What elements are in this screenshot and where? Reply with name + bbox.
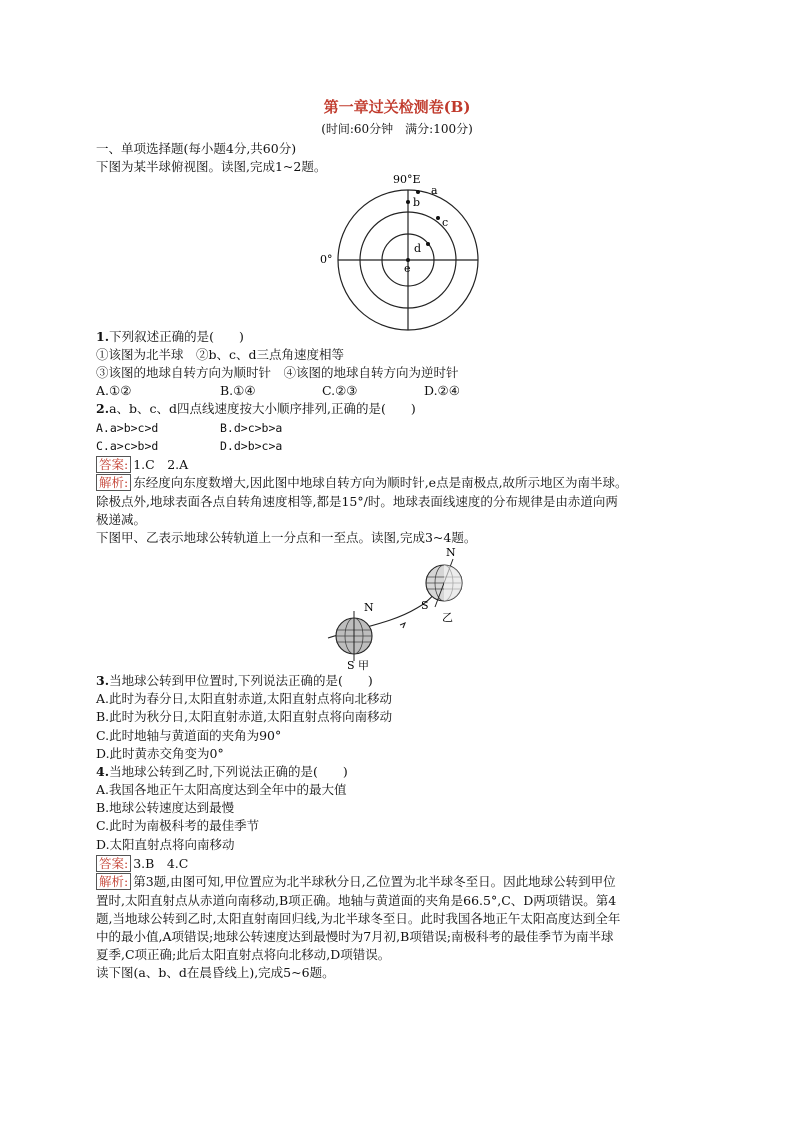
label-jia: 甲 <box>358 659 369 672</box>
q4-option-c: C.此时为南极科考的最佳季节 <box>96 818 260 833</box>
analysis-3-4-line3: 题,当地球公转到乙时,太阳直射南回归线,为北半球冬至日。此时我国各地正午太阳高度达到全年 <box>96 911 621 926</box>
analysis-3-4-line5: 夏季,C项正确;此后太阳直射点将向北移动,D项错误。 <box>96 947 391 962</box>
label-90e: 90°E <box>393 173 421 186</box>
question-2-stem: 2.a、b、c、d四点线速度按大小顺序排列,正确的是( ) <box>96 401 416 416</box>
label-n2: N <box>446 546 456 559</box>
analysis-tag: 解析: <box>96 873 131 890</box>
point-d <box>426 242 430 246</box>
analysis-3-4-line1: 解析: 第3题,由图可知,甲位置应为北半球秋分日,乙位置为北半球冬至日。因此地球公转到甲位 <box>96 873 616 891</box>
q1-option-d: D.②④ <box>424 383 460 398</box>
answer-tag: 答案: <box>96 456 131 473</box>
q2-option-b: B.d>c>b>a <box>220 421 283 435</box>
q4-option-a: A.我国各地正午太阳高度达到全年中的最大值 <box>96 782 347 797</box>
answer-tag: 答案: <box>96 855 131 872</box>
answer-3-4: 答案: 3.B 4.C <box>96 855 188 873</box>
q3-option-a: A.此时为春分日,太阳直射赤道,太阳直射点将向北移动 <box>96 691 392 706</box>
analysis-3-4-line2: 置时,太阳直射点从赤道向南移动,B项正确。地轴与黄道面的夹角是66.5°,C、D两项错误。第4 <box>96 893 617 908</box>
analysis-tag: 解析: <box>96 474 131 491</box>
question-1-line1: ①该图为北半球 ②b、c、d三点角速度相等 <box>96 347 345 362</box>
page-title: 第一章过关检测卷(B) <box>323 98 471 116</box>
q1-option-c: C.②③ <box>322 383 358 398</box>
question-3-stem: 3.当地球公转到甲位置时,下列说法正确的是( ) <box>96 673 373 688</box>
label-b: b <box>413 196 421 209</box>
label-s1: S <box>347 659 355 672</box>
intro-2: 下图甲、乙表示地球公转轨道上一分点和一至点。读图,完成3~4题。 <box>96 530 477 545</box>
intro-1: 下图为某半球俯视图。读图,完成1~2题。 <box>96 159 327 174</box>
label-0: 0° <box>320 253 333 266</box>
question-1-stem: 1.下列叙述正确的是( ) <box>96 329 244 344</box>
label-c: c <box>442 216 449 229</box>
q2-option-c: C.a>c>b>d <box>96 439 159 453</box>
label-e: e <box>404 262 411 275</box>
section-heading: 一、单项选择题(每小题4分,共60分) <box>96 141 297 156</box>
page-subtitle: (时间:60分钟 满分:100分) <box>321 122 473 136</box>
q3-option-d: D.此时黄赤交角变为0° <box>96 746 224 761</box>
label-n1: N <box>364 601 374 614</box>
answer-1-2: 答案: 1.C 2.A <box>96 456 188 474</box>
q3-option-c: C.此时地轴与黄道面的夹角为90° <box>96 728 282 743</box>
globe-jia <box>336 611 372 661</box>
point-b <box>406 200 410 204</box>
orbit-diagram <box>322 545 482 673</box>
q2-option-d: D.d>b>c>a <box>220 439 283 453</box>
point-c <box>436 216 440 220</box>
label-a: a <box>431 184 438 197</box>
label-s2: S <box>421 599 429 612</box>
analysis-1-2-line1: 解析: 东经度向东度数增大,因此图中地球自转方向为顺时针,e点是南极点,故所示地区为南半球。 <box>96 474 628 492</box>
orbit-arrow <box>400 623 405 628</box>
question-4-stem: 4.当地球公转到乙时,下列说法正确的是( ) <box>96 764 348 779</box>
hemisphere-diagram <box>320 172 500 332</box>
intro-3: 读下图(a、b、d在晨昏线上),完成5~6题。 <box>96 965 335 980</box>
q1-option-a: A.①② <box>96 383 132 398</box>
q4-option-b: B.地球公转速度达到最慢 <box>96 800 235 815</box>
globe-yi <box>426 559 462 607</box>
point-a <box>416 190 420 194</box>
q1-option-b: B.①④ <box>220 383 256 398</box>
analysis-1-2-line3: 极递减。 <box>96 512 147 527</box>
q3-option-b: B.此时为秋分日,太阳直射赤道,太阳直射点将向南移动 <box>96 709 393 724</box>
label-yi: 乙 <box>442 611 453 624</box>
label-d: d <box>414 242 422 255</box>
q4-option-d: D.太阳直射点将向南移动 <box>96 837 235 852</box>
analysis-1-2-line2: 除极点外,地球表面各点自转角速度相等,都是15°/时。地球表面线速度的分布规律是由赤道向两 <box>96 494 618 509</box>
q2-option-a: A.a>b>c>d <box>96 421 159 435</box>
question-1-line2: ③该图的地球自转方向为顺时针 ④该图的地球自转方向为逆时针 <box>96 365 459 380</box>
analysis-3-4-line4: 中的最小值,A项错误;地球公转速度达到最慢时为7月初,B项错误;南极科考的最佳季节为南半球 <box>96 929 614 944</box>
